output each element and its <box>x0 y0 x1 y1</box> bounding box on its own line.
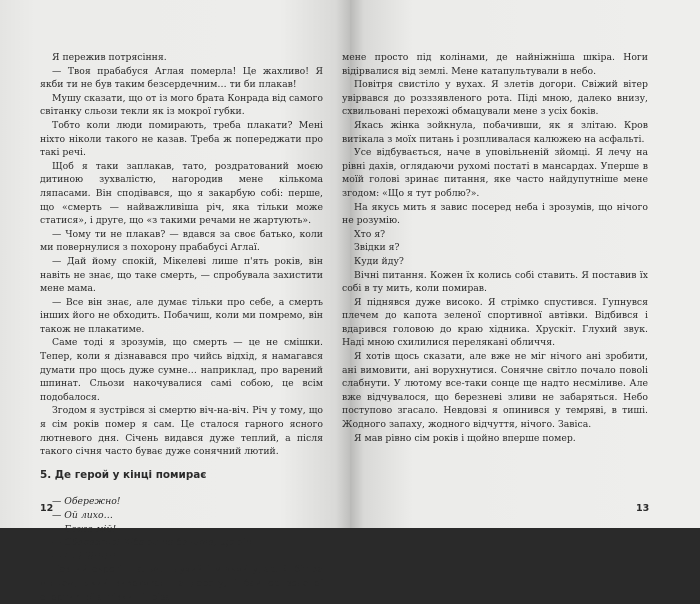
dialogue-line: — Обережно! <box>52 496 121 508</box>
paragraph: Якась жінка зойкнула, побачивши, як я злітаю. Кров витікала з моїх питань і розпливалася калюжею на асфальті. <box>342 119 648 145</box>
paragraph: Мушу сказати, що от із мого брата Конрада від самого світанку сльози текли як із мокрої губки. <box>40 92 323 118</box>
paragraph: Довгий скрегіт гальм. Глухий і м'який удар. Я біг за м'ячем, який викотився на дорогу, і бампер зеленої спортивної автівки підрізав <box>40 564 323 603</box>
paragraph: Я піднявся дуже високо. Я стрімко спустився. Гупнувся плечем до капота зеленої спортивної автівки. Відбився і вдарився головою до краю хідника. Хрускіт. Глухий звук. Наді мною схилилися перелякані обличчя. <box>342 296 648 349</box>
dialogue-line: — Боже мій! <box>52 523 117 535</box>
paragraph: Саме тоді я зрозумів, що смерть — це не смішки. Тепер, коли я дізнавався про чийсь відхід, я намагався думати про щось дуже сумне… наприклад, про варений шпинат. Сльози накочувалися самі собою, це всім подобалося. <box>40 337 323 403</box>
paragraph: Я пережив потрясіння. <box>52 52 167 63</box>
paragraph: Вічні питання. Кожен їх колись собі ставить. Я поставив їх собі в ту мить, коли помирав. <box>342 269 648 295</box>
paragraph: мене просто під колінами, де найніжніша шкіра. Ноги відірвалися від землі. Мене катапультували в небо. <box>342 52 648 77</box>
paragraph: Щоб я таки заплакав, тато, роздратований моєю дитиною зухвалістю, нагородив мене кількома ляпасами. Він сподівався, що я закарбую собі: перше, що «смерть — найважливіша річ, яка тільки може статися», і друге, що «з такими речами не жартують». <box>40 160 323 227</box>
paragraph: Усе відбувається, наче в уповільненій зйомці. Я лечу на рівні дахів, оглядаючи рухомі постаті в мансардах. Уперше в моїй голові зринає питання, яке часто найдупутніше мене згодом: «Що я тут роблю?». <box>342 147 648 199</box>
paragraph: Я мав рівно сім років і щойно вперше помер. <box>354 432 576 444</box>
left-page-text <box>40 51 323 604</box>
paragraph: — Все він знає, але думає тільки про себе, а смерть інших його не обходить. Побачиш, коли ми помремо, він також не плакатиме. <box>40 296 323 335</box>
left-page <box>0 0 350 603</box>
paragraph: Звідки я? <box>354 242 400 254</box>
page-number-left: 12 <box>40 503 54 514</box>
paragraph: — Дай йому спокій, Мікелеві лише п'ять років, він навіть не знає, що таке смерть, — спробувала захистити мене мама. <box>40 255 323 295</box>
right-page <box>342 0 700 528</box>
dialogue-line: — Ні-і-ііі!!!!!! <box>52 550 116 562</box>
section-gap <box>40 459 323 469</box>
paragraph: Я хотів щось сказати, але вже не міг нічого ані зробити, ані вимовити, ані ворухнутися. Сонячне світло почало повolі слабнути. У лютому все-таки сонце ще надто несміливе. Але вже відчувалося, що березневі зливи не забаряться. Небо поступово згасало. Невдовзі я опинився у темряві, в тиші. Жодного запаху, жодного відчуття, нічого. Завіса. <box>342 351 648 431</box>
page-number-right: 13 <box>636 503 650 514</box>
right-page-text <box>342 51 648 445</box>
paragraph: Повітря свистіло у вухах. Я злетів догори. Свіжий вітер увірвався до розззявленого рота. Піді мною, далеко внизу, схвильовані перехожі обмацували мене з усіх боків. <box>342 79 648 118</box>
dialogue-line: — Ой лихо… <box>52 510 113 521</box>
paragraph: — Чому ти не плакав? — вдався за своє батько, коли ми повернулися з похорону прабабусі Аглаї. <box>40 228 323 254</box>
paragraph: Тобто коли люди помирають, треба плакати? Мені ніхто ніколи такого не казав. Треба ж попереджати про такі речі. <box>40 119 323 159</box>
paragraph: Куди йду? <box>354 255 404 267</box>
dialogue-line: — Обережно! Хіба ви не бачите, що він… <box>52 537 262 549</box>
paragraph: Хто я? <box>354 228 386 240</box>
chapter-heading: 5. Де герой у кінці помирає <box>40 468 207 481</box>
paragraph: Згодом я зустрівся зі смертю віч-на-віч. Річ у тому, що я сім років помер я сам. Це сталося гарного ясного лютневого дня. Січень видався дуже теплий, а після такого січня часто буває дуже сонячний лютий. <box>40 405 323 458</box>
paragraph: На якусь мить я завис посеред неба і зрозумів, що нічого не розумію. <box>342 201 648 227</box>
paragraph: — Твоя прабабуся Аглая померла! Це жахливо! Я якби ти не був таким безсердечним… ти би плакав! <box>40 65 323 91</box>
